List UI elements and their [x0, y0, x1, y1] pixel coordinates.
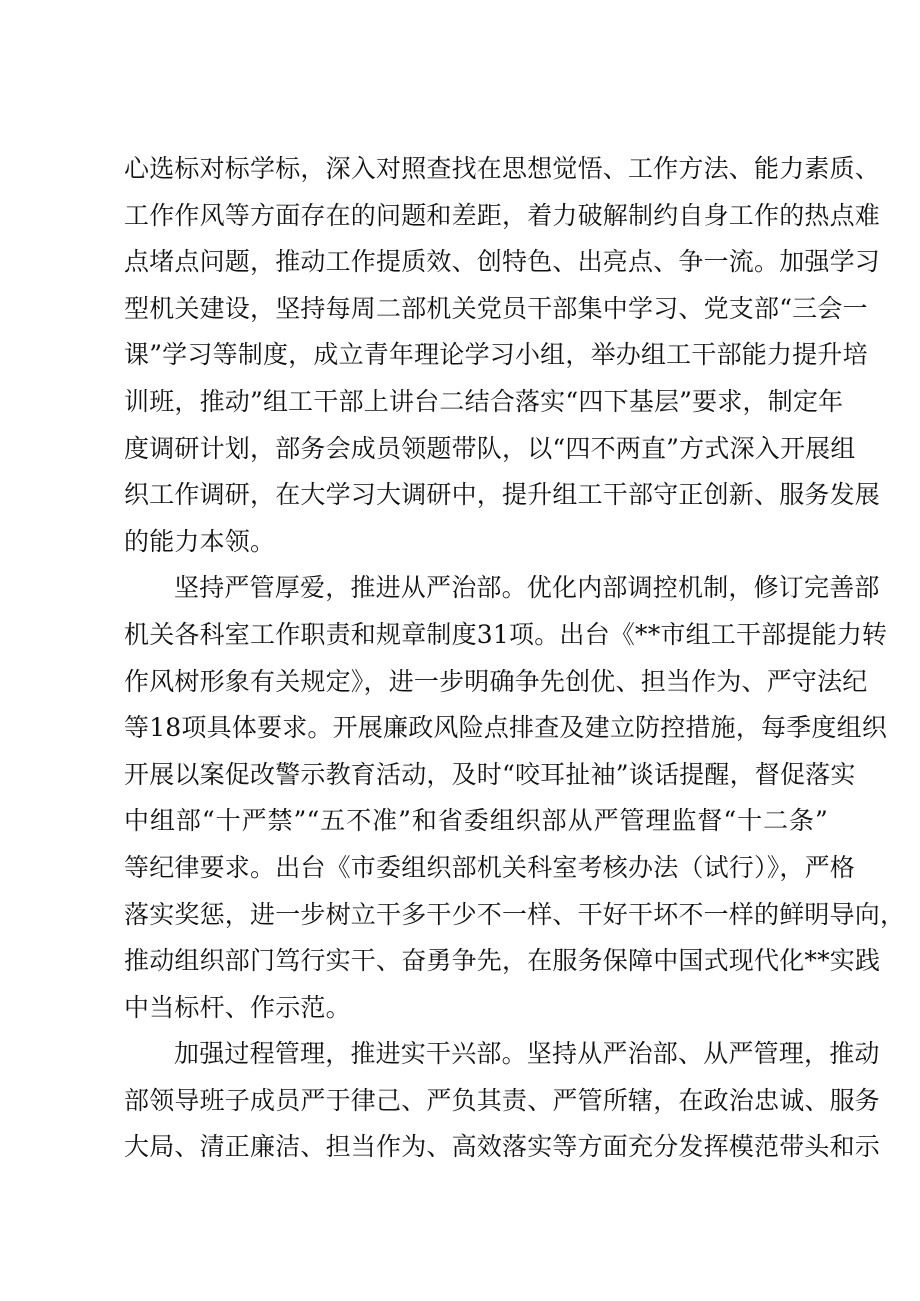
document-body — [124, 146, 906, 1171]
paragraph-3 — [124, 1031, 881, 1171]
text-line: 开展以案促改警示教育活动，及时“咬耳扯袖”谈话提醒，督促落实 — [124, 759, 856, 789]
text-line: 工作作风等方面存在的问题和差距，着力破解制约自身工作的热点难 — [124, 200, 881, 230]
text-line: 坚持严管厚爱，推进从严治部。优化内部调控机制，修订完善部 — [174, 573, 880, 603]
text-line: 部领导班子成员严于律己、严负其责、严管所辖，在政治忠诚、服务 — [124, 1085, 881, 1115]
text-line: 织工作调研，在大学习大调研中，提升组工干部守正创新、服务发展 — [124, 480, 881, 510]
paragraph-2 — [124, 565, 906, 1031]
text-line: 落实奖惩，进一步树立干多干少不一样、干好干坏不一样的鲜明导向， — [124, 899, 906, 929]
paragraph-1 — [124, 146, 881, 565]
text-line: 型机关建设，坚持每周二部机关党员干部集中学习、党支部“三会一 — [124, 293, 868, 323]
text-line: 等18项具体要求。开展廉政风险点排查及建立防控措施，每季度组织 — [124, 713, 888, 743]
text-line: 度调研计划，部务会成员领题带队，以“四不两直”方式深入开展组 — [124, 433, 856, 463]
text-line: 大局、清正廉洁、担当作为、高效落实等方面充分发挥模范带头和示 — [124, 1132, 881, 1162]
text-line: 训班，推动”组工干部上讲台二结合落实“四下基层”要求，制定年 — [124, 386, 844, 416]
text-line: 等纪律要求。出台《市委组织部机关科室考核办法（试行）》，严格 — [124, 852, 856, 882]
text-line: 中组部“十严禁”“五不准”和省委组织部从严管理监督“十二条” — [124, 806, 828, 836]
text-line: 推动组织部门笃行实干、奋勇争先，在服务保障中国式现代化**实践 — [124, 946, 881, 976]
text-line: 中当标杆、作示范。 — [124, 992, 351, 1022]
text-line: 心选标对标学标，深入对照查找在思想觉悟、工作方法、能力素质、 — [124, 154, 881, 183]
text-line: 作风树形象有关规定》，进一步明确争先创优、担当作为、严守法纪 — [124, 666, 868, 696]
text-line: 加强过程管理，推进实干兴部。坚持从严治部、从严管理，推动 — [174, 1039, 880, 1069]
text-line: 课”学习等制度，成立青年理论学习小组，举办组工干部能力提升培 — [124, 340, 868, 370]
text-line: 机关各科室工作职责和规章制度31项。出台《**市组工干部提能力转 — [124, 619, 888, 649]
text-line: 点堵点问题，推动工作提质效、创特色、出亮点、争一流。加强学习 — [124, 247, 881, 277]
text-line: 的能力本领。 — [124, 526, 276, 556]
